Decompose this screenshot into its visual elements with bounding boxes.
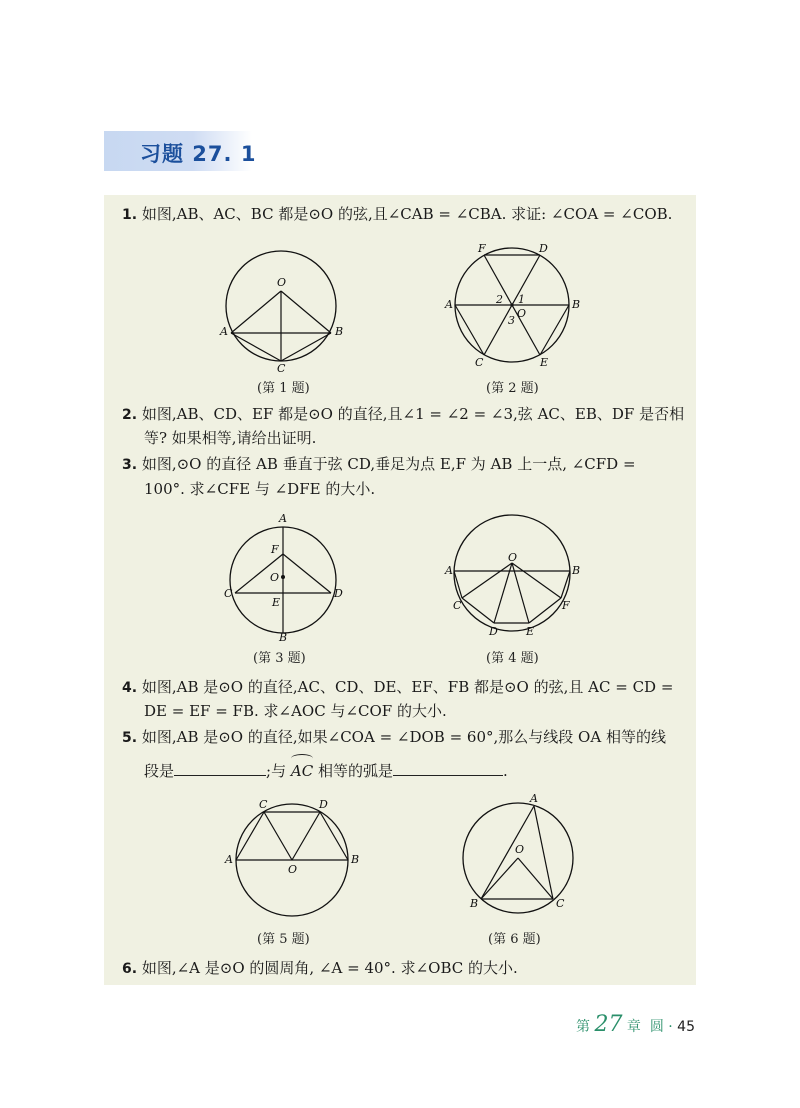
label-D: D xyxy=(319,798,328,811)
problem-number: 6. xyxy=(122,961,138,977)
label-D: D xyxy=(489,625,498,638)
label-O: O xyxy=(277,276,287,289)
problem-5-line-2 xyxy=(144,760,508,782)
label-C: C xyxy=(453,599,462,612)
exercise-panel xyxy=(104,195,696,985)
problem-4 xyxy=(122,676,673,699)
label-C: C xyxy=(224,587,233,600)
label-B: B xyxy=(470,897,479,910)
arc-ac-label: AC xyxy=(290,762,314,780)
page-number: 45 xyxy=(677,1019,695,1035)
chapter-name: 圆 xyxy=(649,1019,664,1035)
problem-3 xyxy=(122,453,636,476)
problem-number: 2. xyxy=(122,407,138,423)
answer-blank-2[interactable] xyxy=(393,761,503,776)
label-A: A xyxy=(530,792,538,805)
problem-text-line-1: 如图,AB 是⊙O 的直径,AC、CD、DE、EF、FB 都是⊙O 的弦,且 AC = CD = xyxy=(141,678,674,696)
label-C: C xyxy=(475,356,484,369)
caption-3: (第 3 题) xyxy=(253,651,306,666)
label-E: E xyxy=(272,596,281,609)
section-title: 习题 27. 1 xyxy=(140,142,257,166)
problem-2-line-2: 等? 如果相等,请给出证明. xyxy=(144,429,317,447)
label-B: B xyxy=(279,631,288,644)
label-F: F xyxy=(271,543,279,556)
problem-number: 1. xyxy=(122,207,138,223)
label-angle-1: 1 xyxy=(518,293,525,306)
label-C: C xyxy=(259,798,268,811)
problem-text-line-1: 如图,⊙O 的直径 AB 垂直于弦 CD,垂足为点 E,F 为 AB 上一点, ∠CFD = xyxy=(141,455,636,473)
problem-3-line-2: 100°. 求∠CFE 与 ∠DFE 的大小. xyxy=(144,480,376,498)
figure-3 xyxy=(219,512,359,644)
label-B: B xyxy=(335,325,344,338)
caption-5: (第 5 题) xyxy=(257,932,310,947)
page-footer xyxy=(576,1012,695,1037)
label-B: B xyxy=(572,298,581,311)
problem-5 xyxy=(122,726,666,749)
label-F: F xyxy=(562,599,570,612)
chapter-prefix: 第 xyxy=(576,1019,590,1035)
figure-6 xyxy=(460,792,590,920)
problem-number: 4. xyxy=(122,680,138,696)
figure-5 xyxy=(224,798,364,927)
label-A: A xyxy=(225,853,233,866)
label-A: A xyxy=(445,298,453,311)
problem-text-line-1: 如图,AB、CD、EF 都是⊙O 的直径,且∠1 = ∠2 = ∠3,弦 AC、EB、DF 是否相 xyxy=(141,405,685,423)
label-O: O xyxy=(288,863,298,876)
caption-6: (第 6 题) xyxy=(488,932,541,947)
problem-1 xyxy=(122,203,672,226)
problem-text: 如图,AB、AC、BC 都是⊙O 的弦,且∠CAB = ∠CBA. 求证: ∠COA = ∠COB. xyxy=(141,205,673,223)
label-A: A xyxy=(220,325,228,338)
problem-text-line-1: 如图,AB 是⊙O 的直径,如果∠COA = ∠DOB = 60°,那么与线段 OA 相等的线 xyxy=(141,728,666,746)
label-E: E xyxy=(526,625,535,638)
figure-1 xyxy=(214,243,354,373)
figure-4 xyxy=(442,513,582,641)
label-E: E xyxy=(540,356,549,369)
label-O: O xyxy=(517,307,527,320)
problem-4-line-2: DE = EF = FB. 求∠AOC 与∠COF 的大小. xyxy=(144,702,447,720)
label-A: A xyxy=(279,512,287,525)
label-B: B xyxy=(572,564,581,577)
caption-2: (第 2 题) xyxy=(486,381,539,396)
text-segment: . xyxy=(502,762,508,780)
label-A: A xyxy=(445,564,453,577)
problem-number: 3. xyxy=(122,457,138,473)
label-C: C xyxy=(556,897,565,910)
label-O: O xyxy=(270,571,280,584)
caption-4: (第 4 题) xyxy=(486,651,539,666)
problem-6 xyxy=(122,957,518,980)
chapter-suffix: 章 xyxy=(626,1019,641,1035)
answer-blank-1[interactable] xyxy=(174,761,266,776)
label-D: D xyxy=(334,587,343,600)
label-C: C xyxy=(277,362,286,375)
caption-1: (第 1 题) xyxy=(257,381,310,396)
label-angle-3: 3 xyxy=(508,314,515,327)
problem-number: 5. xyxy=(122,730,138,746)
chapter-number: 27 xyxy=(594,1012,623,1037)
label-F: F xyxy=(478,242,486,255)
label-B: B xyxy=(351,853,360,866)
label-O: O xyxy=(515,843,525,856)
text-segment: ;与 xyxy=(266,762,287,780)
text-segment: 段是 xyxy=(144,762,175,780)
figure-2 xyxy=(442,242,582,372)
section-banner xyxy=(104,131,257,171)
problem-text: 如图,∠A 是⊙O 的圆周角, ∠A = 40°. 求∠OBC 的大小. xyxy=(141,959,518,977)
label-angle-2: 2 xyxy=(496,293,503,306)
text-segment: 相等的弧是 xyxy=(317,762,393,780)
footer-dot: · xyxy=(668,1019,673,1035)
problem-2 xyxy=(122,403,684,426)
label-D: D xyxy=(539,242,548,255)
label-O: O xyxy=(508,551,518,564)
